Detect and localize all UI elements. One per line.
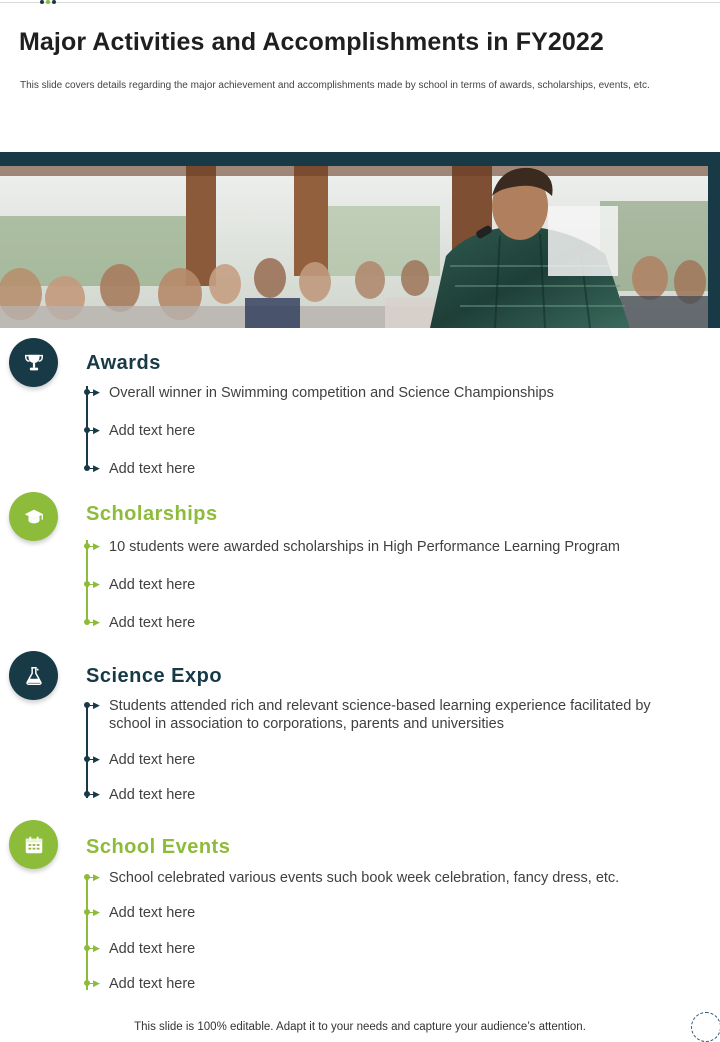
list-item: ▶ Add text here [86, 904, 686, 922]
list-item: ▶ School celebrated various events such book week celebration, fancy dress, etc. [86, 869, 686, 887]
footer-note: This slide is 100% editable. Adapt it to your needs and capture your audience’s attention. [134, 1021, 586, 1033]
page-subtitle: This slide covers details regarding the major achievement and accomplishments made by school in terms of awards, scholarships, events, etc. [20, 80, 650, 91]
list-item: ▶ Add text here [86, 460, 686, 478]
scholarships-icon-badge [9, 492, 58, 541]
list-item: ▶ Add text here [86, 975, 686, 993]
list-item: ▶ 10 students were awarded scholarships in High Performance Learning Program [86, 538, 686, 556]
list-item: ▶ Add text here [86, 786, 686, 804]
classroom-photo [0, 166, 708, 328]
corner-badge-icon [691, 1012, 720, 1042]
graduation-cap-icon [23, 506, 45, 528]
list-item: ▶ Add text here [86, 614, 686, 632]
section-connector-line [86, 877, 88, 990]
list-item: ▶ Add text here [86, 422, 686, 440]
trophy-icon [23, 352, 45, 374]
section-title: Science Expo [86, 665, 223, 687]
flask-icon [23, 665, 45, 687]
page-title: Major Activities and Accomplishments in FY2022 [19, 28, 604, 56]
top-dots-decoration [40, 0, 56, 4]
awards-icon-badge [9, 338, 58, 387]
school-events-icon-badge [9, 820, 58, 869]
list-item: ▶ Overall winner in Swimming competition and Science Championships [86, 384, 686, 402]
list-item: ▶ Add text here [86, 751, 686, 769]
section-title: Awards [86, 352, 161, 374]
science-expo-icon-badge [9, 651, 58, 700]
section-title: Scholarships [86, 503, 218, 525]
top-divider [0, 2, 720, 3]
presentation-audience-image [0, 166, 708, 328]
list-item: ▶ Students attended rich and relevant science-based learning experience facilitated by school in association to corporations, parents and universities [86, 697, 686, 733]
section-title: School Events [86, 836, 231, 858]
list-item: ▶ Add text here [86, 576, 686, 594]
list-item: ▶ Add text here [86, 940, 686, 958]
calendar-icon [23, 834, 45, 856]
